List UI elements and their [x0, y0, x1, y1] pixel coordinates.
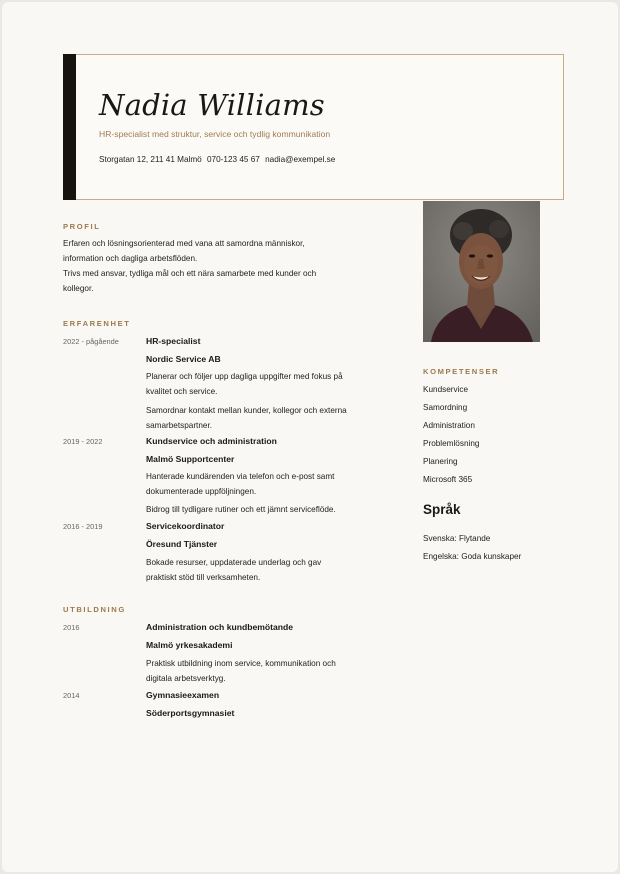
job-description — [146, 369, 391, 399]
education-school: Söderportsgymnasiet — [146, 708, 235, 718]
cv-header — [63, 54, 564, 200]
education-date: 2016 — [63, 623, 80, 632]
candidate-name: Nadia Williams — [99, 88, 325, 122]
job-date: 2022 - pågående — [63, 337, 119, 346]
skill-item: Microsoft 365 — [423, 475, 473, 484]
job-description-line: Planerar och följer upp dagliga uppgifter med fokus på — [146, 372, 343, 381]
language-item: Engelska: Goda kunskaper — [423, 552, 522, 561]
job-company: Nordic Service AB — [146, 354, 221, 364]
job-description-line: Samordnar kontakt mellan kunder, kollegor och externa — [146, 406, 347, 415]
job-title: Servicekoordinator — [146, 521, 225, 531]
contact-email: nadia@exempel.se — [265, 155, 336, 164]
contact-phone: 070-123 45 67 — [207, 155, 260, 164]
profile-line: Erfaren och lösningsorienterad med vana att samordna människor, — [63, 239, 305, 248]
job-description-line: samarbetspartner. — [146, 421, 212, 430]
education-date: 2014 — [63, 691, 80, 700]
language-item: Svenska: Flytande — [423, 534, 491, 543]
job-description — [146, 469, 391, 499]
contact-address: Storgatan 12, 211 41 Malmö — [99, 155, 202, 164]
education-school: Malmö yrkesakademi — [146, 640, 233, 650]
profile-line: kollegor. — [63, 284, 94, 293]
profile-photo — [423, 201, 540, 342]
skill-item: Samordning — [423, 403, 468, 412]
skills-heading: KOMPETENSER — [423, 367, 500, 376]
job-title: Kundservice och administration — [146, 436, 277, 446]
education-title: Administration och kundbemötande — [146, 622, 294, 632]
job-description — [146, 555, 391, 585]
education-heading: UTBILDNING — [63, 605, 126, 614]
job-description-line: Bokade resurser, uppdaterade underlag och gav — [146, 558, 322, 567]
skill-item: Problemlösning — [423, 439, 480, 448]
job-description — [146, 403, 391, 433]
education-title: Gymnasieexamen — [146, 690, 220, 700]
profile-heading: PROFIL — [63, 222, 101, 231]
profile-line: information och dagliga arbetsflöden. — [63, 254, 198, 263]
job-date: 2019 - 2022 — [63, 437, 103, 446]
job-description-line: Bidrog till tydligare rutiner och ett jämnt serviceflöde. — [146, 505, 336, 514]
job-description-line: Hanterade kundärenden via telefon och e-post samt — [146, 472, 335, 481]
job-description-line: praktiskt stöd till verksamheten. — [146, 573, 261, 582]
skill-item: Administration — [423, 421, 475, 430]
cv-page — [2, 2, 618, 872]
experience-heading: ERFARENHET — [63, 319, 131, 328]
job-company: Malmö Supportcenter — [146, 454, 235, 464]
education-description-line: Praktisk utbildning inom service, kommunikation och — [146, 659, 336, 668]
job-date: 2016 - 2019 — [63, 522, 103, 531]
skill-item: Kundservice — [423, 385, 469, 394]
candidate-tagline: HR-specialist med struktur, service och tydlig kommunikation — [99, 129, 331, 139]
profile-text — [63, 236, 393, 296]
education-description-line: digitala arbetsverktyg. — [146, 674, 226, 683]
job-company: Öresund Tjänster — [146, 539, 218, 549]
contact-line — [99, 155, 338, 164]
profile-line: Trivs med ansvar, tydliga mål och ett nära samarbete med kunder och — [63, 269, 317, 278]
header-accent-bar — [63, 54, 76, 200]
job-title: HR-specialist — [146, 336, 201, 346]
job-description — [146, 502, 391, 517]
languages-heading: Språk — [423, 502, 461, 517]
skill-item: Planering — [423, 457, 458, 466]
job-description-line: kvalitet och service. — [146, 387, 218, 396]
portrait-illustration — [423, 201, 540, 342]
job-description-line: dokumenterade uppföljningen. — [146, 487, 257, 496]
education-description — [146, 656, 391, 686]
